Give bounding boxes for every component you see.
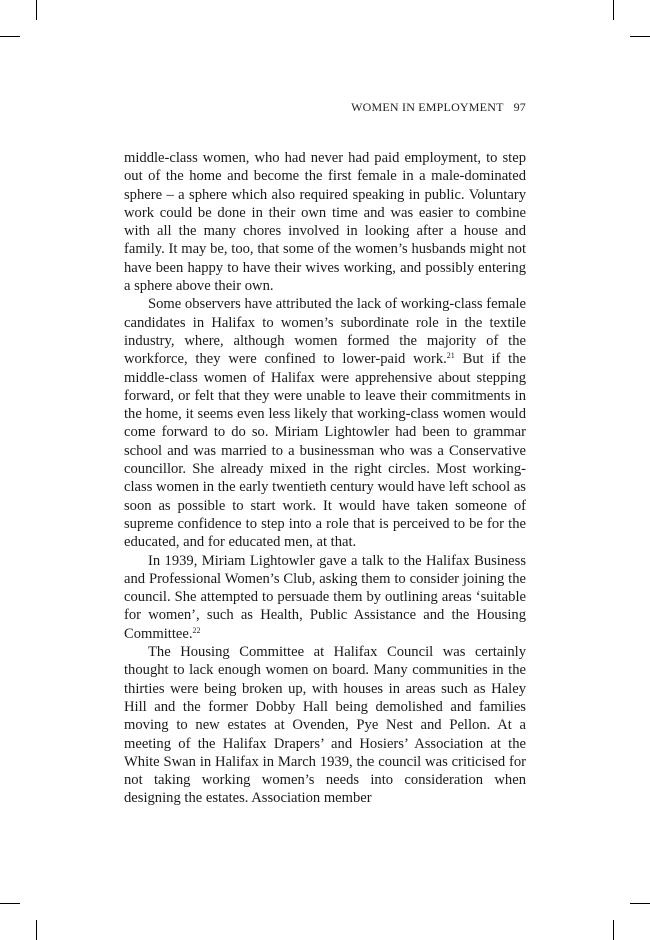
running-head-title: WOMEN IN EMPLOYMENT xyxy=(351,100,504,114)
crop-mark-bottom-left xyxy=(0,903,20,904)
body-text xyxy=(124,149,526,808)
footnote-marker: 22 xyxy=(192,625,201,635)
paragraph-text: In 1939, Miriam Lightowler gave a talk to the Halifax Business and Professional Women’s Club, asking them to consider joining the council. She attempted to persuade them by outlining areas ‘suitable for women’, such as Health, Public Assistance and the Housing Committee. xyxy=(124,552,526,642)
crop-mark-bottom-right xyxy=(630,903,650,904)
paragraph xyxy=(124,552,526,643)
crop-mark-top-right xyxy=(613,0,614,20)
crop-mark-bottom-right xyxy=(613,920,614,940)
crop-mark-bottom-left xyxy=(36,920,37,940)
paragraph-text: Some observers have attributed the lack of working-class female candidates in Halifax to women’s subordinate role in the textile industry, where, although women formed the majority of the workforce, they were confined to lower-paid work. xyxy=(124,296,526,368)
paragraph: middle-class women, who had never had paid employment, to step out of the home and become the first female in a male-dominated sphere – a sphere which also required speaking in public. Voluntary work could be done in their own time and was easier to combine with all the many chores involved in looking after a house and family. It may be, too, that some of the women’s husbands might not have been happy to have their wives working, and possibly entering a sphere above their own. xyxy=(124,150,526,295)
paragraph: The Housing Committee at Halifax Council was certainly thought to lack enough women on board. Many communities in the thirties were being broken up, with houses in areas such as Haley Hill and the former Dobby Hall being demolished and families moving to new estates at Ovenden, Pye Nest and Pellon. At a meeting of the Halifax Drapers’ and Hosiers’ Association at the White Swan in Halifax in March 1939, the council was criticised for not taking working women’s needs into consideration when designing the estates. Association member xyxy=(124,644,526,807)
paragraph xyxy=(124,295,526,551)
running-head xyxy=(351,100,526,115)
crop-mark-top-right xyxy=(630,36,650,37)
crop-mark-top-left xyxy=(0,36,20,37)
footnote-marker: 21 xyxy=(446,351,455,361)
page-number: 97 xyxy=(513,100,526,114)
paragraph-text: But if the middle-class women of Halifax were apprehensive about stepping forward, or felt that they were unable to leave their commitments in the home, it seems even less likely that working-class women would come forward to do so. Miriam Lightowler had been to grammar school and was married to a businessman who was a Conservative councillor. She already mixed in the right circles. Most working-class women in the early twentieth century would have left school as soon as possible to start work. It would have taken someone of supreme confidence to step into a role that is perceived to be for the educated, and for educated men, at that. xyxy=(124,351,526,551)
crop-mark-top-left xyxy=(36,0,37,20)
